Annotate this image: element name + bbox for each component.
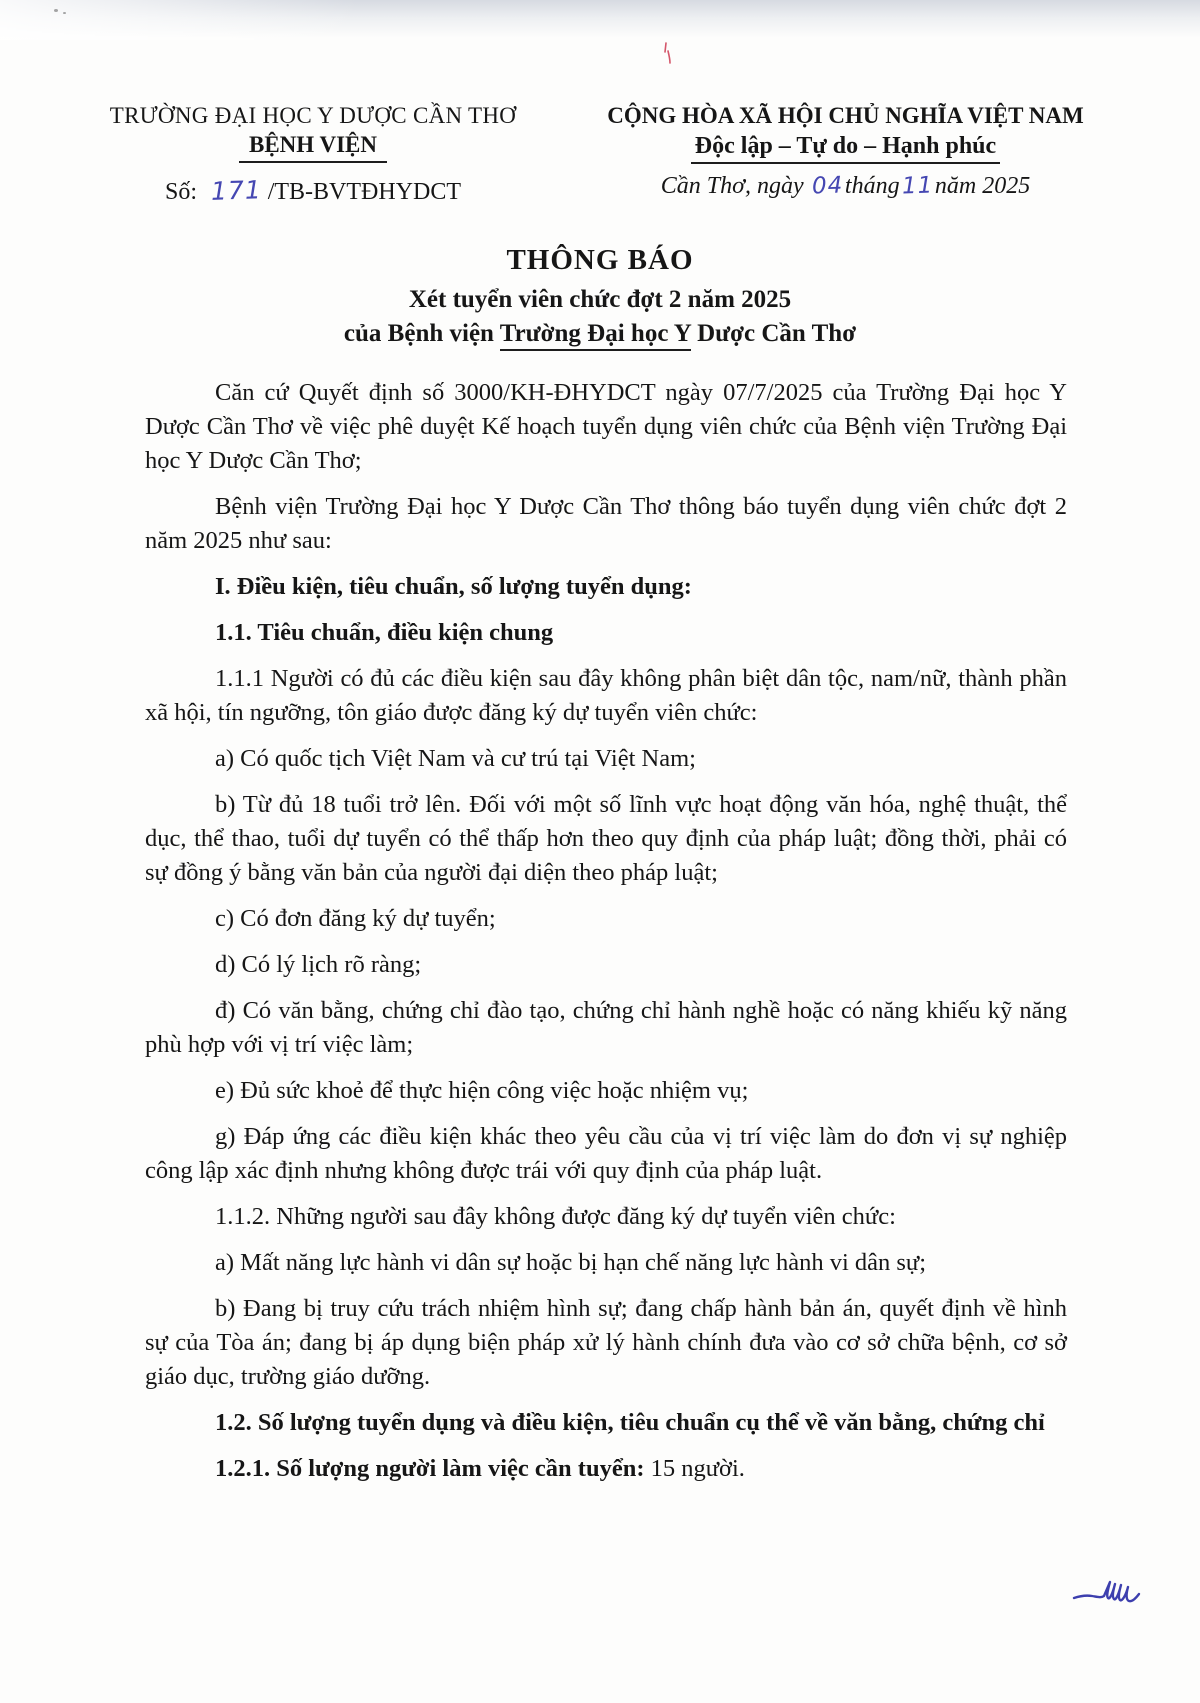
document-subtitle: Xét tuyển viên chức đợt 2 năm 2025: [408, 286, 792, 314]
document-title-block: [0, 242, 1200, 350]
paragraph-announcement: Bệnh viện Trường Đại học Y Dược Cần Thơ thông báo tuyển dụng viên chức đợt 2 năm 2025 như sau:: [145, 493, 1067, 555]
national-header-block: [558, 103, 1133, 206]
paragraph-legal-basis: Căn cứ Quyết định số 3000/KH-ĐHYDCT ngày 07/7/2025 của Trường Đại học Y Dược Cần Thơ về việc phê duyệt Kế hoạch tuyển dụng viên chức của Bệnh viện Trường Đại học Y Dược Cần Thơ;: [145, 379, 1067, 475]
hospital-name: BỆNH VIỆN: [88, 132, 538, 163]
paragraph-item-g: g) Đáp ứng các điều kiện khác theo yêu cầu của vị trí việc làm do đơn vị sự nghiệp công lập xác định nhưng không được trái với quy định của pháp luật.: [145, 1123, 1067, 1185]
paragraph-item-b: b) Từ đủ 18 tuổi trở lên. Đối với một số lĩnh vực hoạt động văn hóa, nghệ thuật, thể dục, thể thao, tuổi dự tuyển có thể thấp hơn theo quy định của pháp luật; đồng thời, phải có sự đồng ý bằng văn bản của người đại diện theo pháp luật;: [145, 791, 1067, 887]
country-name: CỘNG HÒA XÃ HỘI CHỦ NGHĨA VIỆT NAM: [607, 103, 1084, 128]
national-motto: Độc lập – Tự do – Hạnh phúc: [558, 133, 1133, 164]
document-number-code: /TB-BVTĐHYDCT: [267, 179, 462, 205]
document-number-line: [88, 176, 538, 206]
issuing-org-block: [88, 103, 538, 206]
document-header: [0, 103, 1200, 206]
scan-speck: [54, 9, 58, 12]
handwritten-day: 04: [811, 172, 844, 200]
paragraph-1-1-1: 1.1.1 Người có đủ các điều kiện sau đây không phân biệt dân tộc, nam/nữ, thành phần xã hội, tín ngưỡng, tôn giáo được đăng ký dự tuyển viên chức:: [145, 665, 1067, 727]
document-subtitle-org: của Bệnh viện Trường Đại học Y Dược Cần Thơ: [0, 318, 1200, 350]
university-name: TRƯỜNG ĐẠI HỌC Y DƯỢC CẦN THƠ: [109, 103, 517, 128]
paragraph-1-2-1: 1.2.1. Số lượng người làm việc cần tuyển: 15 người.: [215, 1455, 745, 1483]
document-body: [145, 376, 1067, 1486]
paragraph-item-dd: đ) Có văn bằng, chứng chỉ đào tạo, chứng chỉ hành nghề hoặc có năng khiếu kỹ năng phù hợp với vị trí việc làm;: [145, 997, 1067, 1059]
scan-speck: [63, 12, 66, 14]
place-date-line: Cần Thơ, ngày 04tháng11năm 2025: [660, 172, 1031, 200]
paragraph-item-d: d) Có lý lịch rõ ràng;: [215, 951, 422, 979]
document-number-handwritten: 171: [210, 175, 263, 206]
paragraph-item-a: a) Có quốc tịch Việt Nam và cư trú tại Việt Nam;: [215, 745, 696, 773]
red-pen-mark: [662, 42, 676, 64]
handwritten-initial-mark: [1072, 1576, 1150, 1612]
document-number-label: Số:: [164, 179, 197, 205]
paragraph-1-1-2: 1.1.2. Những người sau đây không được đăng ký dự tuyển viên chức:: [215, 1203, 896, 1231]
paragraph-1-1-2-a: a) Mất năng lực hành vi dân sự hoặc bị hạn chế năng lực hành vi dân sự;: [215, 1249, 927, 1277]
document-type-title: THÔNG BÁO: [506, 244, 694, 276]
heading-section-1-2: 1.2. Số lượng tuyển dụng và điều kiện, tiêu chuẩn cụ thể về văn bằng, chứng chỉ: [215, 1409, 1045, 1437]
paragraph-item-e: e) Đủ sức khoẻ để thực hiện công việc hoặc nhiệm vụ;: [215, 1077, 749, 1105]
paragraph-item-c: c) Có đơn đăng ký dự tuyển;: [215, 905, 496, 933]
heading-section-1-1: 1.1. Tiêu chuẩn, điều kiện chung: [215, 619, 554, 647]
scan-edge-shadow: [0, 0, 1200, 40]
paragraph-1-1-2-b: b) Đang bị truy cứu trách nhiệm hình sự; đang chấp hành bản án, quyết định về hình sự của Tòa án; đang bị áp dụng biện pháp xử lý hành chính đưa vào cơ sở chữa bệnh, cơ sở giáo dục, trường giáo dưỡng.: [145, 1295, 1067, 1391]
heading-section-1: I. Điều kiện, tiêu chuẩn, số lượng tuyển dụng:: [215, 573, 692, 601]
handwritten-month: 11: [901, 172, 934, 200]
